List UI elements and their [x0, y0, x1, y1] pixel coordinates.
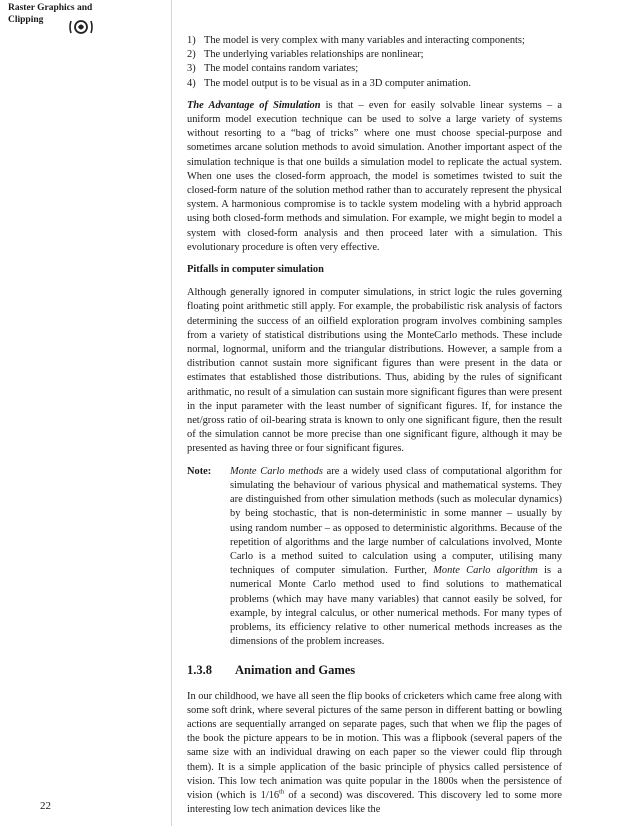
advantage-paragraph — [187, 99, 562, 255]
section-number: 1.3.8 — [187, 663, 212, 678]
section-heading — [187, 663, 562, 677]
advantage-lead: The Advantage of Simulation — [187, 99, 321, 111]
university-logo-icon — [68, 18, 94, 36]
numbered-list — [187, 34, 562, 91]
header-line-1: Raster Graphics and — [8, 3, 93, 13]
pitfalls-paragraph: Although generally ignored in computer simulations, in strict logic the rules governing floating point arithmetic still apply. For example, the probabilistic risk analysis of factors determining the success of an oilfield exploration program involves combining samples from a variety of statistical distributions using the MonteCarlo methods. These include normal, lognormal, uniform and the triangular distributions. However, a sample from a distribution cannot sustain more significant figures than were present in the data or estimates that established those distributions. Thus, abiding by the rules of significant arithmatic, no result of a simulation can sustain more significant figures than were present in the input parameter with the least number of significant figures. If, for instance the net/gross ratio of oil-bearing strata is known to only one significant figure, then the result of the simulation cannot be more precise than one significant figure, although it may be presented as having three or four significant figures. — [187, 287, 562, 455]
advantage-text: is that – even for easily solvable linear systems – a uniform model execution technique can be used to solve a large variety of systems without resorting to a “bag of tricks” where one must choose special-purpose and sometimes arcane solution methods to avoid simulation. Another important aspect of the simulation technique is that one builds a simulation model to replicate the actual system. When one uses the closed-form approach, the model is sometimes twisted to suit the closed-form nature of the solution method rather than to accurately represent the physical system. A harmonious compromise is to tackle system modeling with a hybrid approach using both closed-form methods and simulation. For example, we might begin to model a system with closed-form analysis and then proceed later with a simulation. This evolutionary procedure is often very effective. — [187, 99, 562, 253]
list-item: 3) The model contains random variates; — [187, 63, 359, 75]
list-item: 1) The model is very complex with many variables and interacting components; — [187, 35, 525, 46]
header-line-2: Clipping — [8, 15, 44, 25]
section-title: Animation and Games — [235, 663, 356, 678]
note-body: Monte Carlo methods are a widely used class of computational algorithm for simulating the behaviour of various physical and mathematical systems. They are distinguished from other simulation methods (such as molecular dynamics) by being stochastic, that is non-deterministic in some manner – usually by using random number – as opposed to deterministic algorithms. Because of the repetition of algorithms and the large number of calculations involved, Monte Carlo is a method suited to calculation using a computer, utilising many techniques of computer simulation. Further, Monte Carlo algorithm is a numerical Monte Carlo method used to find solutions to mathematical problems (which may have many variables) that cannot easily be solved, for example, by integral calculus, or other numerical methods. For many types of problems, its efficiency relative to other numerical methods increases as the dimensions of the problem increases. — [230, 465, 563, 648]
page-number: 22 — [40, 800, 51, 812]
list-item: 2) The underlying variables relationships are nonlinear; — [187, 49, 424, 61]
note-block — [187, 465, 562, 650]
animation-paragraph: In our childhood, we have all seen the flip books of cricketers which came free along with some soft drink, where several pictures of the same person in different batting or bowling actions are sequentially arranged on separate pages, such that when we flip the pages of the book the picture appears to be in motion. This was a flipbook (several papers of the same size with an individual drawing on each paper so the viewer could flip through them). It is a simple application of the basic principle of physics called persistence of vision. This low tech animation was quite popular in the 1800s when the persistence of vision (which is 1/16th of a second) was discovered. This discovery led to some more interesting low tech animation devices like the — [187, 690, 563, 816]
note-label: Note: — [187, 465, 212, 477]
pitfalls-heading: Pitfalls in computer simulation — [187, 264, 324, 276]
list-item: 4) The model output is to be visual as in a 3D computer animation. — [187, 77, 471, 89]
margin-rule — [171, 0, 172, 826]
page-body — [187, 34, 562, 825]
